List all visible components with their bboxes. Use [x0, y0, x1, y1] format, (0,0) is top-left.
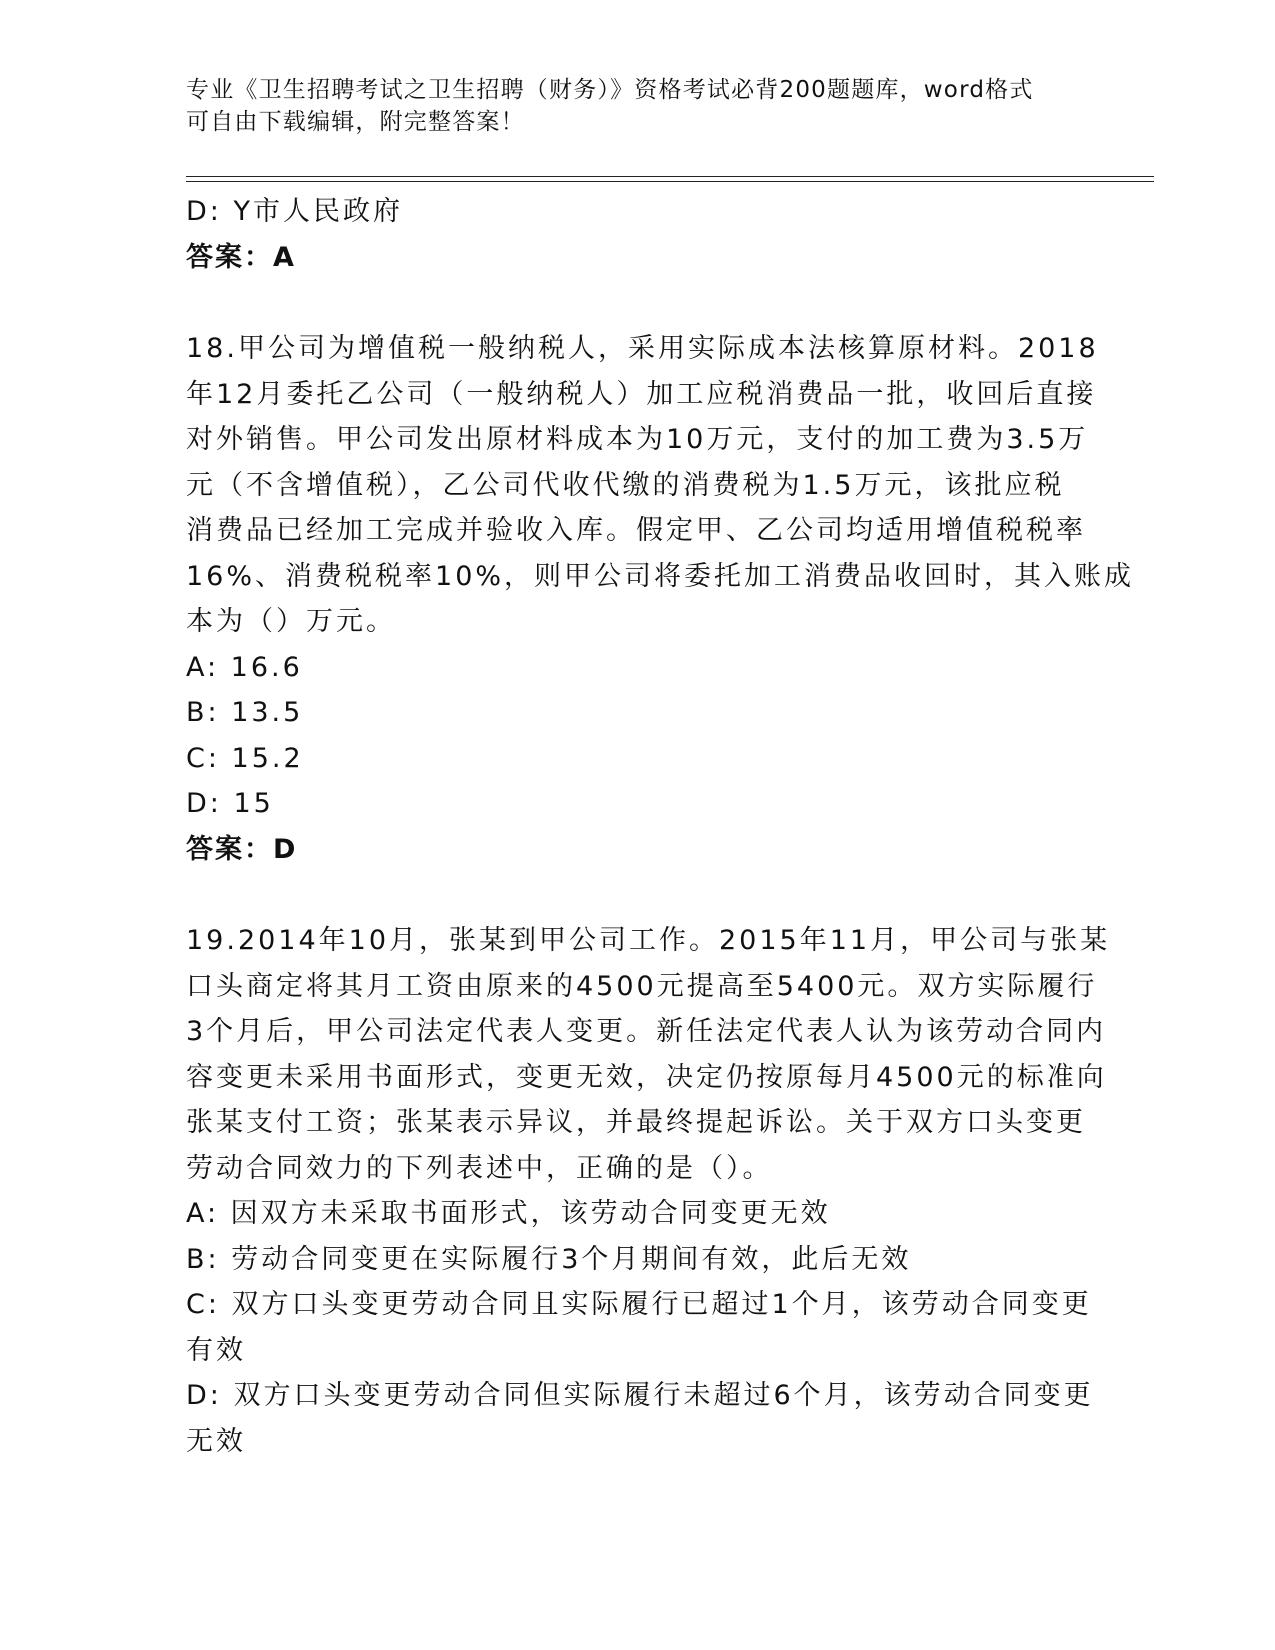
option-d: D: Y市人民政府: [186, 196, 403, 227]
question-stem-line: 容变更未采用书面形式，变更无效，决定仍按原每月4500元的标准向: [186, 1061, 1107, 1093]
document-header: [186, 74, 1076, 138]
option-c: C: 双方口头变更劳动合同且实际履行已超过1个月，该劳动合同变更: [186, 1289, 1092, 1320]
question-stem-line: 年12月委托乙公司（一般纳税人）加工应税消费品一批，收回后直接: [186, 378, 1097, 410]
question-stem-line: 对外销售。甲公司发出原材料成本为10万元，支付的加工费为3.5万: [186, 424, 1089, 455]
question-stem-line: 本为（）万元。: [186, 606, 396, 637]
option-b: B: 劳动合同变更在实际履行3个月期间有效，此后无效: [186, 1243, 912, 1275]
option-a: A: 16.6: [186, 651, 303, 683]
spacer: [186, 280, 1066, 326]
header-line: 专业《卫生招聘考试之卫生招聘（财务）》资格考试必背200题题库，word格式: [186, 77, 1034, 103]
option-a: A: 因双方未采取书面形式，该劳动合同变更无效: [186, 1198, 831, 1229]
question-stem-line: 16%、消费税税率10%，则甲公司将委托加工消费品收回时，其入账成: [186, 560, 1135, 592]
answer: 答案：D: [186, 833, 298, 865]
option-d-continued: 无效: [186, 1425, 246, 1457]
question-stem-line: 口头商定将其月工资由原来的4500元提高至5400元。双方实际履行: [186, 970, 1098, 1002]
question-19: [186, 918, 1111, 1464]
option-c-continued: 有效: [186, 1334, 246, 1366]
option-d: D: 双方口头变更劳动合同但实际履行未超过6个月，该劳动合同变更: [186, 1380, 1094, 1411]
header-line: 可自由下载编辑，附完整答案！: [186, 109, 525, 135]
option-d: D: 15: [186, 788, 274, 819]
question-stem-line: 18.甲公司为增值税一般纳税人，采用实际成本法核算原材料。2018: [186, 333, 1099, 364]
option-c: C: 15.2: [186, 742, 304, 774]
question-stem-line: 3个月后，甲公司法定代表人变更。新任法定代表人认为该劳动合同内: [186, 1016, 1107, 1047]
question-stem-line: 消费品已经加工完成并验收入库。假定甲、乙公司均适用增值税税率: [186, 515, 1086, 546]
question-stem-line: 劳动合同效力的下列表述中，正确的是（）。: [186, 1152, 773, 1184]
option-b: B: 13.5: [186, 697, 304, 728]
question-18: [186, 326, 1135, 872]
question-stem-line: 19.2014年10月，张某到甲公司工作。2015年11月，甲公司与张某: [186, 925, 1111, 956]
spacer: [186, 872, 1066, 918]
page-content: [186, 189, 1135, 1464]
answer: 答案：A: [186, 241, 296, 273]
question-stem-line: 张某支付工资；张某表示异议，并最终提起诉讼。关于双方口头变更: [186, 1107, 1086, 1138]
header-divider: [186, 176, 1154, 182]
question-stem-line: 元（不含增值税），乙公司代收代缴的消费税为1.5万元，该批应税: [186, 469, 1065, 501]
